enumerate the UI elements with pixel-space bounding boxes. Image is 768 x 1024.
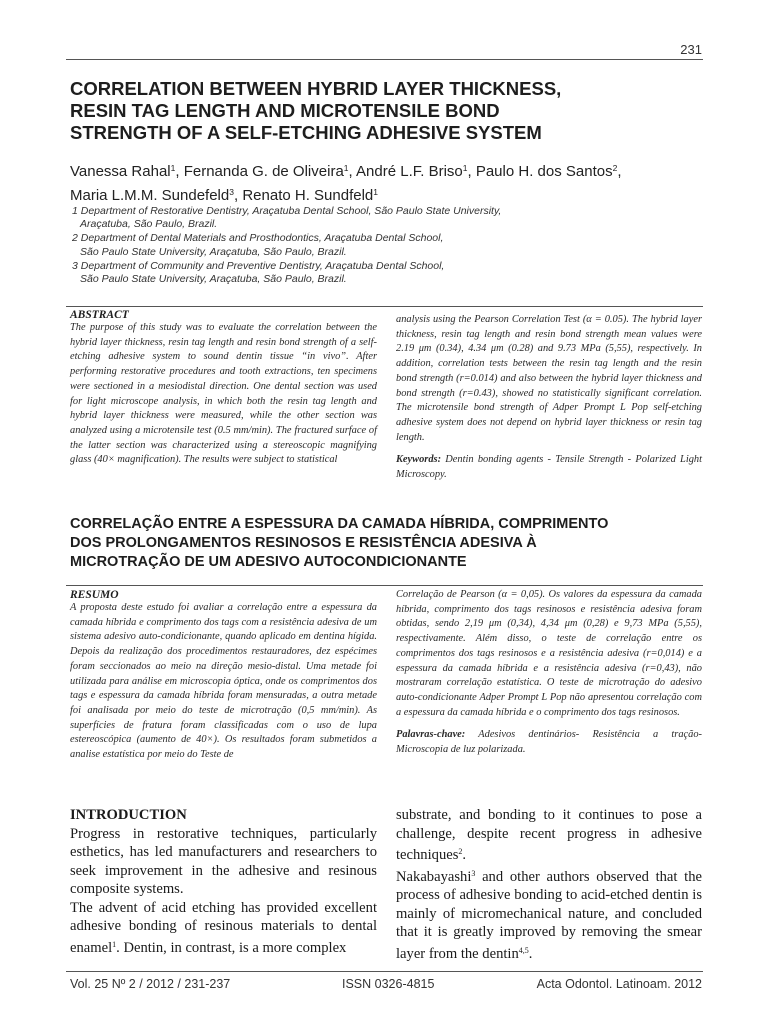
author: Paulo H. dos Santos$^2$, [475, 163, 622, 180]
citation: 2 [458, 847, 463, 856]
author: Renato H. Sundfeld$^1$ [242, 187, 378, 204]
resumo-text: A proposta deste estudo foi avaliar a correlação entre a espessura da camada híbrida e comprimento dos tags com a resistência adesiva de um sistema adesivo auto-condicionante, quando aplicado em dentina hígida. Depois da realização dos procedimentos restauradores, dez espécimes foram seccionados ao meio na direção mesio-distal. Uma metade foi utilizada para análise em microscopia óptica, onde os comprimentos dos tags e espessura da camada híbrida foram mensuradas, a outra metade foi analisada por meio do teste de microtração (0,5 mm/min). As superfícies de fratura foram classificadas com o uso de lupa estereoscópica (aumento de 40×). Os resultados foram submetidos a analise estatística por meio do Teste de [70, 602, 377, 761]
affiliation: 1 Department of Restorative Dentistry, Araçatuba Dental School, São Paulo State University, Araçatuba, São Paulo, Brazil. [72, 205, 502, 231]
header-rule [66, 59, 703, 60]
title-line: DOS PROLONGAMENTOS RESINOSOS E RESISTÊNCIA ADESIVA À [70, 535, 537, 551]
author: Maria L.M.M. Sundefeld$^3$, [70, 187, 243, 204]
keywords-label: Palavras-chave: [396, 729, 466, 741]
citation: 3 [471, 868, 476, 878]
portuguese-title [70, 515, 700, 572]
author: André L.F. Briso$^1$, [356, 163, 476, 180]
resumo-left [70, 589, 377, 763]
paragraph: substrate, and bonding to it continues to pose a challenge, despite recent progress in adhesive techniques$^2$. [396, 807, 702, 863]
title-line: CORRELATION BETWEEN HYBRID LAYER THICKNESS, [70, 78, 562, 99]
page-number: 231 [680, 42, 702, 57]
palavras-chave [396, 728, 702, 757]
keywords-text: Dentin bonding agents - Tensile Strength - Polarized Light Microscopy. [396, 454, 702, 481]
introduction-left [70, 806, 377, 957]
footer-issn: ISSN 0326-4815 [342, 977, 435, 991]
author-list [70, 158, 700, 206]
paragraph: The advent of acid etching has provided excellent adhesive bonding of resinous materials to dental enamel$^1$. Dentin, in contrast, is a more complex [70, 899, 377, 956]
paragraph: Progress in restorative techniques, particularly esthetics, has led manufacturers and researchers to seek improvement in the adhesive and resinous composite systems. [70, 825, 377, 897]
footer-volume: Vol. 25 Nº 2 / 2012 / 231-237 [70, 977, 231, 991]
title-line: CORRELAÇÃO ENTRE A ESPESSURA DA CAMADA HÍBRIDA, COMPRIMENTO [70, 516, 609, 532]
resumo-heading: RESUMO [70, 589, 119, 601]
introduction-heading: INTRODUCTION [70, 807, 187, 823]
citation: 4,5 [518, 945, 529, 955]
author: Vanessa Rahal$^1$, [70, 163, 184, 180]
abstract-heading: ABSTRACT [70, 309, 129, 321]
resumo-right [396, 588, 702, 758]
citation: 1 [112, 939, 117, 949]
author: Fernanda G. de Oliveira$^1$, [183, 163, 357, 180]
affiliation: 3 Department of Community and Preventive Dentistry, Araçatuba Dental School, São Paulo State University, Araçatuba, São Paulo, Brazil. [72, 259, 445, 286]
affiliations [72, 205, 692, 287]
paragraph: Nakabayashi$^3$ and other authors observed that the process of adhesive bonding to acid-etched dentin is mainly of micromechanical nature, and concluded that it is greatly improved by removing the smear layer from the dentin$^{4,5}$. [396, 868, 702, 962]
footer-rule [66, 971, 703, 972]
keywords [396, 453, 702, 482]
keywords-text: Adesivos dentinários- Resistência a tração- Microscopia de luz polarizada. [396, 729, 702, 756]
resumo-rule [66, 585, 703, 586]
abstract-text: The purpose of this study was to evaluate the correlation between the hybrid layer thickness, resin tag length and resin bond strength of a self-etching adhesive system to sound dentin tissue “in vivo”. After performing restorative procedures and tooth extractions, ten specimens were sectioned in a mesiodistal direction. One dental section was used for light microscope analysis, in which both the resin tag length and hybrid layer thickness were measured, while the other section was analyzed using a microtensile test (0.5 mm/min). The fractured surface of the latter section was characterized using a stereoscopic magnifying glass (40× magnification). The results were subject to statistical [70, 322, 377, 466]
footer-journal: Acta Odontol. Latinoam. 2012 [536, 977, 702, 991]
title-line: MICROTRAÇÃO DE UM ADESIVO AUTOCONDICIONANTE [70, 554, 467, 570]
title-line: RESIN TAG LENGTH AND MICROTENSILE BOND [70, 100, 500, 121]
article-title [70, 78, 700, 144]
affiliation: 2 Department of Dental Materials and Prosthodontics, Araçatuba Dental School, São Paulo State University, Araçatuba, São Paulo, Brazil. [72, 232, 444, 258]
resumo-text: Correlação de Pearson (α = 0,05). Os valores da espessura da camada híbrida, comprimento dos tags resinosos e resistência adesiva foram obtidas, sendo 2,19 μm (0,34), 4,34 μm (0,28) e 9,73 MPa (5,55), respectivamente. Além disso, o teste de correlação entre os comprimentos dos tags resinosos e a resistência adesiva (r=0,014) e a espessura da camada híbrida e a resistência adesiva (r=0,43), não mostraram correlação estatística. O teste de microtração do adesivo auto-condicionante Adper Prompt L Pop não apresentou correlação com a espessura da camada híbrida e o comprimento dos tags resinosos. [396, 589, 702, 718]
abstract-left [70, 309, 377, 468]
introduction-right [396, 806, 702, 963]
abstract-rule [66, 306, 703, 307]
abstract-text: analysis using the Pearson Correlation Test (α = 0.05). The hybrid layer thickness, resin tag length and resin bond strength mean values were 2.19 μm (0.34), 4.34 μm (0.28) and 9.73 MPa (5,55), respectively. In addition, correlation tests between the resin tag length and the resin bond strength (r=0.014) and also between the hybrid layer thickness and bond strength (r=0.43), showed no statistically significant correlation. The microtensile bond strength of Adper Prompt L Pop self-etching adhesive system does not depend on hybrid layer thickness or resin tag length. [396, 314, 702, 443]
title-line: STRENGTH OF A SELF-ETCHING ADHESIVE SYSTEM [70, 122, 542, 143]
abstract-right [396, 313, 702, 483]
keywords-label: Keywords: [396, 454, 442, 466]
